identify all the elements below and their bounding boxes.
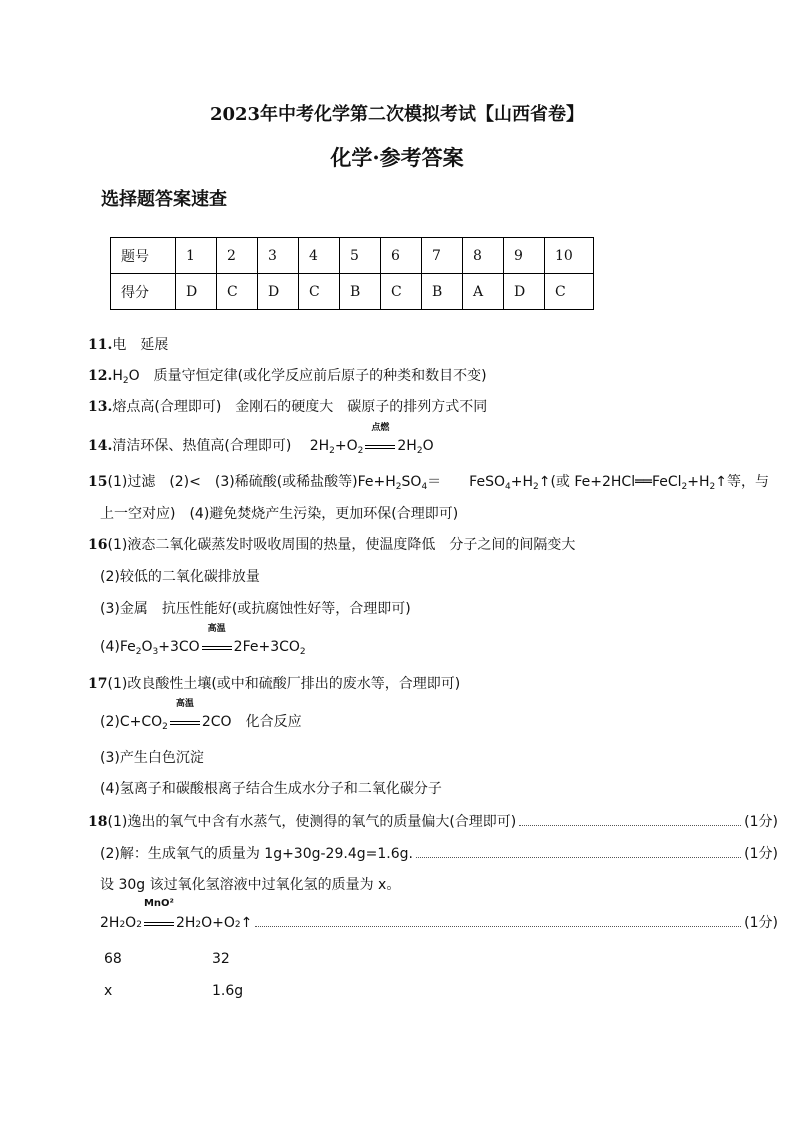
answer-15-line-1: 15(1)过滤 (2)< (3)稀硫酸(或稀盐酸等)$Fe+H_2SO_4=$ $FeSO_4+H_2↑$(或 $Fe+2HCl══FeCl_2+H_2↑$等，与: [88, 474, 769, 492]
answer-15-line-2: 上一空对应) (4)避免焚烧产生污染，更加环保(合理即可): [100, 506, 459, 522]
answer-table: [110, 237, 594, 310]
table-cell: 得分: [111, 274, 176, 310]
question-number-cell: 4: [299, 238, 340, 274]
answer-16-line-3: (3)金属 抗压性能好(或抗腐蚀性好等，合理即可): [100, 601, 411, 617]
answer-16-line-1: 16(1)液态二氧化碳蒸发时吸收周围的热量，使温度降低 分子之间的间隔变大: [88, 537, 576, 553]
answer-cell: A: [463, 274, 504, 310]
answer-16-line-4: $(4)Fe_2O_3+3CO$ 高温 $2Fe+3CO_2$: [100, 624, 306, 657]
answer-cell: B: [340, 274, 381, 310]
reaction-condition: 高温: [168, 712, 202, 732]
answer-cell: C: [217, 274, 258, 310]
question-number-cell: 9: [504, 238, 545, 274]
answer-cell: C: [299, 274, 340, 310]
reaction-condition: 高温: [200, 637, 234, 657]
answer-11: 11.电 延展: [88, 337, 169, 353]
table-row: [111, 274, 594, 310]
answer-16-line-2: (2)较低的二氧化碳排放量: [100, 569, 260, 585]
score-label: (1分): [744, 846, 778, 862]
answer-cell: B: [422, 274, 463, 310]
answer-18-equation: 2H 2 O 2 MnO² 2H 2 O+O 2 ↑ (1分): [100, 898, 778, 931]
question-number-cell: 6: [381, 238, 422, 274]
answer-cell: C: [381, 274, 422, 310]
answer-17-line-2: $(2)C+CO_2$ 高温 2CO 化合反应: [100, 699, 302, 732]
answer-17-line-1: 17(1)改良酸性土壤(或中和硫酸厂排出的废水等，合理即可): [88, 676, 461, 692]
score-label: (1分): [744, 915, 778, 931]
answer-cell: D: [258, 274, 299, 310]
question-number-cell: 1: [176, 238, 217, 274]
answer-17-line-3: (3)产生白色沉淀: [100, 750, 204, 766]
section-heading: 选择题答案速查: [101, 189, 227, 210]
answer-18-line-1: 18 (1)逸出的氧气中含有水蒸气，使测得的氧气的质量偏大(合理即可) (1分): [88, 814, 778, 830]
question-number-cell: 8: [463, 238, 504, 274]
reaction-condition: 点燃: [363, 436, 397, 456]
ratio-row-1: 68 32: [104, 951, 230, 967]
page-title: 2023年中考化学第二次模拟考试【山西省卷】: [209, 104, 585, 125]
page-subtitle: 化学·参考答案: [330, 145, 464, 170]
question-number-cell: 10: [545, 238, 594, 274]
answer-14: 14.清洁环保、热值高(合理即可) $2H_2+O_2$ 点燃 $2H_2O$: [88, 423, 434, 456]
question-number-cell: 7: [422, 238, 463, 274]
answer-cell: D: [176, 274, 217, 310]
question-number-cell: 3: [258, 238, 299, 274]
answer-18-line-3: 设 30g 该过氧化氢溶液中过氧化氢的质量为 x。: [100, 877, 401, 893]
reaction-condition: MnO²: [142, 913, 176, 933]
answer-12: $12.H_2O$ 质量守恒定律(或化学反应前后原子的种类和数目不变): [88, 368, 487, 386]
table-cell: 题号: [111, 238, 176, 274]
answer-18-line-2: (2)解：生成氧气的质量为 1g+30g-29.4g=1.6g. (1分): [100, 846, 778, 862]
table-row: [111, 238, 594, 274]
ratio-row-2: x 1.6g: [104, 983, 244, 999]
answer-cell: D: [504, 274, 545, 310]
question-number-cell: 2: [217, 238, 258, 274]
answer-13: 13.熔点高(合理即可) 金刚石的硬度大 碳原子的排列方式不同: [88, 399, 488, 415]
score-label: (1分): [744, 814, 778, 830]
answer-17-line-4: (4)氢离子和碳酸根离子结合生成水分子和二氧化碳分子: [100, 781, 442, 797]
question-number-cell: 5: [340, 238, 381, 274]
answer-cell: C: [545, 274, 594, 310]
